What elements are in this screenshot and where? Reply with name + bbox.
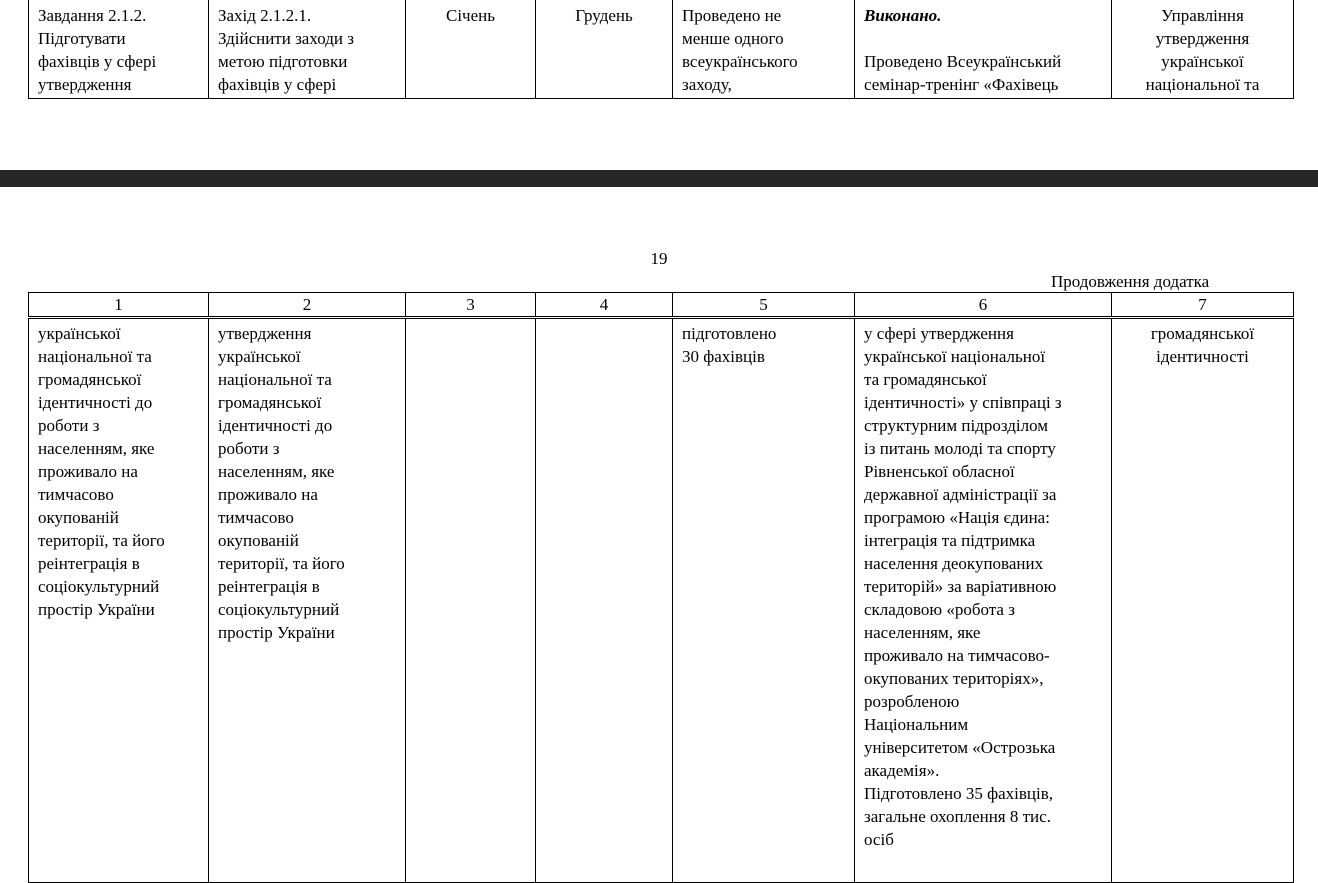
- cell-text-line: Завдання 2.1.2.: [38, 6, 147, 25]
- cell-text-line: заходу,: [682, 75, 732, 94]
- cell-text-line: простір України: [218, 623, 335, 642]
- measure-cell: [209, 319, 406, 883]
- status-label: Виконано.: [864, 6, 942, 25]
- column-header: 6: [855, 293, 1112, 317]
- cell-text-line: фахівців у сфері: [38, 52, 157, 71]
- cell-text-line: утвердження: [218, 324, 312, 343]
- cell-text-line: утвердження: [1155, 29, 1250, 48]
- cell-text-line: Проведено не: [682, 6, 782, 25]
- cell-text-line: 30 фахівців: [682, 347, 765, 366]
- cell-text-line: загальне охоплення 8 тис.: [864, 807, 1051, 826]
- cell-text-line: реінтеграція в: [218, 577, 320, 596]
- spacer-line: [864, 27, 1111, 50]
- cell-text-line: тимчасово: [218, 508, 294, 527]
- cell-text-line: населенням, яке: [218, 462, 335, 481]
- column-header: 7: [1112, 293, 1294, 317]
- cell-text-line: Проведено Всеукраїнський: [864, 52, 1062, 71]
- cell-text-line: території, та його: [38, 531, 165, 550]
- cell-text-line: громадянської: [38, 370, 142, 389]
- cell-text-line: Національним: [864, 715, 969, 734]
- continuation-label: Продовження додатка: [1051, 272, 1210, 291]
- cell-text-line: населенням, яке: [38, 439, 155, 458]
- cell-text-line: населення деокупованих: [864, 554, 1044, 573]
- page-number: 19: [650, 249, 668, 268]
- result-cell: [855, 0, 1112, 99]
- table-row: [29, 319, 1294, 883]
- cell-text-line: національної та: [1145, 75, 1260, 94]
- cell-text-line: всеукраїнського: [682, 52, 798, 71]
- cell-text-line: окупованій: [38, 508, 119, 527]
- cell-text-line: соціокультурний: [38, 577, 160, 596]
- cell-text-line: державної адміністрації за: [864, 485, 1057, 504]
- cell-text-line: у сфері утвердження: [864, 324, 1014, 343]
- indicator-cell: [673, 319, 855, 883]
- cell-text-line: соціокультурний: [218, 600, 340, 619]
- cell-text-line: проживало на: [218, 485, 318, 504]
- cell-text-line: проживало на: [38, 462, 138, 481]
- cell-text-line: роботи з: [38, 416, 100, 435]
- end-month-cell: [536, 0, 673, 99]
- cell-text-line: розробленою: [864, 692, 960, 711]
- cell-text-line: реінтеграція в: [38, 554, 140, 573]
- cell-text-line: ідентичності» у співпраці з: [864, 393, 1062, 412]
- cell-text-line: території, та його: [218, 554, 345, 573]
- cell-text-line: університетом «Острозька: [864, 738, 1056, 757]
- cell-text-line: ідентичності до: [38, 393, 153, 412]
- cell-text-line: програмою «Нація єдина:: [864, 508, 1050, 527]
- cell-text-line: Підготовлено 35 фахівців,: [864, 784, 1054, 803]
- cell-text-line: утвердження: [38, 75, 132, 94]
- cell-text-line: Управління: [1161, 6, 1244, 25]
- cell-text-line: Січень: [445, 6, 495, 25]
- cell-text-line: української: [218, 347, 301, 366]
- column-header: 4: [536, 293, 673, 317]
- cell-text-line: тимчасово: [38, 485, 114, 504]
- column-number-header: [28, 292, 1294, 317]
- cell-text-line: та громадянської: [864, 370, 987, 389]
- start-month-cell: [406, 319, 536, 883]
- cell-text-line: підготовлено: [682, 324, 777, 343]
- cell-text-line: із питань молоді та спорту: [864, 439, 1056, 458]
- column-header: 2: [209, 293, 406, 317]
- cell-text-line: проживало на тимчасово-: [864, 646, 1050, 665]
- cell-text-line: фахівців у сфері: [218, 75, 337, 94]
- end-month-cell: [536, 319, 673, 883]
- cell-text-line: окупованих територіях»,: [864, 669, 1044, 688]
- header-row: [29, 293, 1294, 317]
- cell-text-line: Захід 2.1.2.1.: [218, 6, 312, 25]
- cell-text-line: менше одного: [682, 29, 784, 48]
- cell-text-line: складовою «робота з: [864, 600, 1015, 619]
- cell-text-line: Рівненської обласної: [864, 462, 1015, 481]
- cell-text-line: осіб: [864, 830, 894, 849]
- page-divider: [0, 170, 1318, 187]
- cell-text-line: Здійснити заходи з: [218, 29, 354, 48]
- cell-text-line: ідентичності: [1156, 347, 1249, 366]
- column-header: 1: [29, 293, 209, 317]
- cell-text-line: громадянської: [1150, 324, 1255, 343]
- cell-text-line: населенням, яке: [864, 623, 981, 642]
- cell-text-line: структурним підрозділом: [864, 416, 1049, 435]
- cell-text-line: ідентичності до: [218, 416, 333, 435]
- indicator-cell: [673, 0, 855, 99]
- cell-text-line: окупованій: [218, 531, 299, 550]
- top-table-fragment: [28, 0, 1294, 99]
- table-row: [29, 0, 1294, 99]
- responsible-cell: [1112, 319, 1294, 883]
- column-header: 3: [406, 293, 536, 317]
- measure-cell: [209, 0, 406, 99]
- cell-text-line: простір України: [38, 600, 155, 619]
- start-month-cell: [406, 0, 536, 99]
- cell-text-line: національної та: [38, 347, 152, 366]
- responsible-cell: [1112, 0, 1294, 99]
- cell-text-line: Підготувати: [38, 29, 126, 48]
- cell-text-line: роботи з: [218, 439, 280, 458]
- cell-text-line: семінар-тренінг «Фахівець: [864, 75, 1059, 94]
- cell-text-line: української: [1161, 52, 1244, 71]
- cell-text-line: академія».: [864, 761, 940, 780]
- cell-text-line: української національної: [864, 347, 1046, 366]
- cell-text-line: Грудень: [575, 6, 633, 25]
- continued-table: [28, 318, 1294, 883]
- cell-text-line: української: [38, 324, 121, 343]
- task-cell: [29, 319, 209, 883]
- cell-text-line: метою підготовки: [218, 52, 348, 71]
- cell-text-line: інтеграція та підтримка: [864, 531, 1036, 550]
- cell-text-line: громадянської: [218, 393, 322, 412]
- task-cell: [29, 0, 209, 99]
- result-cell: [855, 319, 1112, 883]
- cell-text-line: національної та: [218, 370, 332, 389]
- cell-text-line: територій» за варіативною: [864, 577, 1057, 596]
- column-header: 5: [673, 293, 855, 317]
